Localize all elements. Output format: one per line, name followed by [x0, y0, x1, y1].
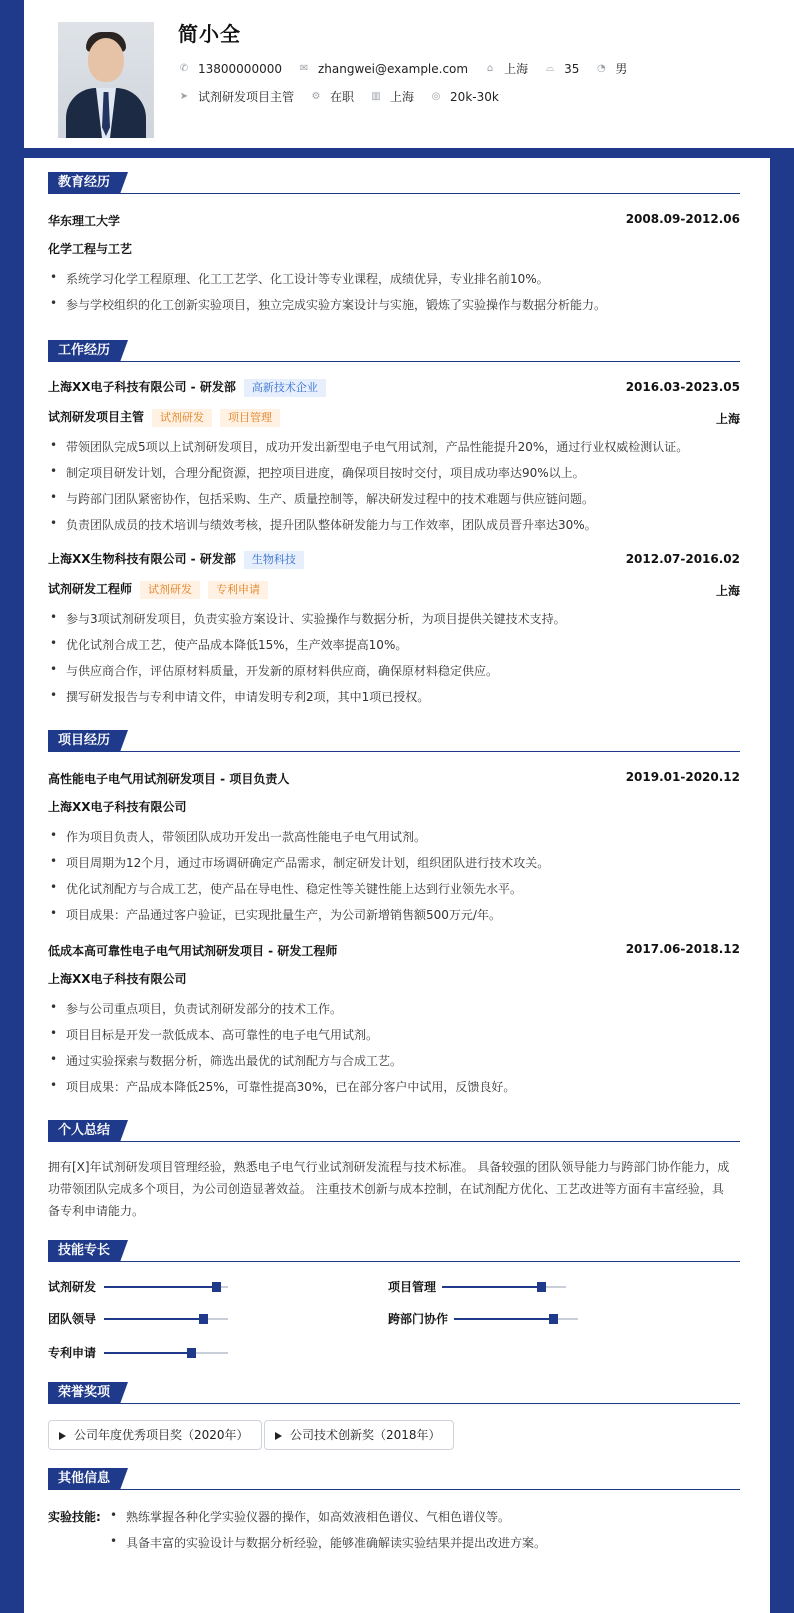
section-title: 项目经历 — [48, 730, 120, 752]
contact-row — [178, 60, 643, 77]
project-name: 高性能电子电气用试剂研发项目 - 项目负责人 — [48, 772, 290, 786]
skill-name: 专利申请 — [48, 1346, 97, 1360]
left-frame — [0, 0, 24, 160]
list-item: • 负责团队成员的技术培训与绩效考核，提升团队整体研发能力与工作效率，团队成员晋升率达30%。 — [48, 516, 740, 533]
list-item: • 参与学校组织的化工创新实验项目，独立完成实验方案设计与实施，锻炼了实验操作与数据分析能力。 — [48, 296, 740, 313]
company-name: 上海XX生物科技有限公司 - 研发部 — [48, 552, 236, 566]
gear-icon: ⚙ — [311, 90, 321, 102]
section-title: 其他信息 — [48, 1468, 120, 1490]
skill-name: 试剂研发 — [48, 1280, 97, 1294]
list-item: • 与跨部门团队紧密协作，包括采购、生产、质量控制等，解决研发过程中的技术难题与供应链问题。 — [48, 490, 740, 507]
list-item: • 项目成果：产品通过客户验证，已实现批量生产，为公司新增销售额500万元/年。 — [48, 906, 740, 923]
project-period: 2019.01-2020.12 — [625, 770, 740, 784]
status-item — [310, 88, 354, 105]
work-title-row — [48, 580, 740, 599]
gender-item — [595, 60, 627, 77]
company-tag: 生物科技 — [244, 551, 304, 569]
work-company-row — [48, 378, 740, 397]
age-text: 35 — [564, 61, 580, 76]
summary-line: 功带领团队完成多个项目，为公司创造显著效益。 注重技术创新与成本控制，在试剂配方优化、工艺改进等方面有丰富经验，具 — [48, 1182, 724, 1196]
list-item: • 优化试剂合成工艺，使产品成本降低15%，生产效率提高10%。 — [48, 636, 740, 653]
project-company: 上海XX电子科技有限公司 — [48, 972, 187, 986]
section-title: 技能专长 — [48, 1240, 120, 1262]
project-row — [48, 770, 740, 787]
section-title: 荣誉奖项 — [48, 1382, 120, 1404]
skill-bar — [442, 1286, 566, 1288]
project-company: 上海XX电子科技有限公司 — [48, 800, 187, 814]
coin-icon: ◎ — [431, 90, 441, 102]
award-text: 公司年度优秀项目奖（2020年） — [74, 1428, 249, 1442]
education-major: 化学工程与工艺 — [48, 242, 133, 256]
skill-level-marker — [199, 1314, 208, 1324]
list-item: • 优化试剂配方与合成工艺，使产品在导电性、稳定性等关键性能上达到行业领先水平。 — [48, 880, 740, 897]
job-city: 上海 — [715, 412, 740, 426]
projects-header — [48, 730, 740, 752]
email-item — [298, 62, 468, 76]
skill-name: 项目管理 — [388, 1280, 437, 1294]
award-text: 公司技术创新奖（2018年） — [290, 1428, 441, 1442]
skill-level-marker — [212, 1282, 221, 1292]
other-header — [48, 1468, 740, 1490]
list-item: • 通过实验探索与数据分析，筛选出最优的试剂配方与合成工艺。 — [48, 1052, 740, 1069]
summary-line: 备专利申请能力。 — [48, 1204, 145, 1218]
avatar — [58, 22, 154, 138]
send-icon: ➤ — [179, 90, 189, 102]
city-text: 上海 — [390, 90, 415, 104]
summary-line: 拥有[X]年试剂研发项目管理经验，熟悉电子电气行业试剂研发流程与技术标准。 具备较强的团队领导能力与跨部门协作能力，成 — [48, 1160, 730, 1174]
education-school-row — [48, 212, 740, 229]
skill-level-marker — [187, 1348, 196, 1358]
work-title-row — [48, 408, 740, 427]
company-tag: 高新技术企业 — [244, 379, 326, 397]
resume-body — [24, 158, 770, 1613]
gender-text: 男 — [615, 62, 628, 76]
building-icon: ▥ — [371, 90, 381, 102]
work-company-row — [48, 550, 740, 569]
skill-bar — [104, 1318, 228, 1320]
gender-icon: ◔ — [597, 62, 606, 74]
project-row — [48, 942, 740, 959]
location-item — [484, 60, 528, 77]
phone-icon: ✆ — [179, 62, 189, 74]
list-item: • 作为项目负责人，带领团队成功开发出一款高性能电子电气用试剂。 — [48, 828, 740, 845]
honors-header — [48, 1382, 740, 1404]
job-city: 上海 — [715, 584, 740, 598]
triangle-right-icon — [59, 1432, 66, 1440]
candidate-name: 简小全 — [178, 22, 241, 46]
mail-icon: ✉ — [299, 62, 309, 74]
intention-row — [178, 88, 515, 105]
skill-bar — [104, 1352, 228, 1354]
project-period: 2017.06-2018.12 — [625, 942, 740, 956]
email-text: zhangwei@example.com — [317, 61, 469, 76]
location-text: 上海 — [504, 62, 529, 76]
company-name: 上海XX电子科技有限公司 - 研发部 — [48, 380, 236, 394]
triangle-right-icon — [275, 1432, 282, 1440]
position-item — [178, 88, 294, 105]
job-title: 试剂研发项目主管 — [48, 410, 145, 424]
list-item: • 项目周期为12个月，通过市场调研确定产品需求，制定研发计划，组织团队进行技术攻关。 — [48, 854, 740, 871]
education-period: 2008.09-2012.06 — [625, 212, 740, 226]
job-tag: 试剂研发 — [152, 409, 212, 427]
list-item: • 与供应商合作，评估原材料质量，开发新的原材料供应商，确保原材料稳定供应。 — [48, 662, 740, 679]
list-item: • 参与公司重点项目，负责试剂研发部分的技术工作。 — [48, 1000, 740, 1017]
work-period: 2012.07-2016.02 — [625, 552, 740, 566]
list-item: • 制定项目研发计划，合理分配资源，把控项目进度，确保项目按时交付，项目成功率达90%以上。 — [48, 464, 740, 481]
project-name: 低成本高可靠性电子电气用试剂研发项目 - 研发工程师 — [48, 944, 338, 958]
phone-text: 13800000000 — [198, 61, 282, 76]
skill-bar — [104, 1286, 228, 1288]
job-tag: 专利申请 — [208, 581, 268, 599]
list-item: • 项目成果：产品成本降低25%，可靠性提高30%，已在部分客户中试用，反馈良好。 — [48, 1078, 740, 1095]
city-item — [370, 88, 414, 105]
work-header — [48, 340, 740, 362]
skills-header — [48, 1240, 740, 1262]
section-title: 工作经历 — [48, 340, 120, 362]
award-item — [48, 1420, 262, 1450]
skill-level-marker — [537, 1282, 546, 1292]
skill-level-marker — [549, 1314, 558, 1324]
list-item: • 项目目标是开发一款低成本、高可靠性的电子电气用试剂。 — [48, 1026, 740, 1043]
list-item: • 带领团队完成5项以上试剂研发项目，成功开发出新型电子电气用试剂，产品性能提升20%，通过行业权威检测认证。 — [48, 438, 740, 455]
home-icon: ⌂ — [486, 62, 494, 74]
section-title: 教育经历 — [48, 172, 120, 194]
salary-text: 20k-30k — [450, 89, 499, 104]
section-title: 个人总结 — [48, 1120, 120, 1142]
job-tag: 试剂研发 — [140, 581, 200, 599]
phone-item — [178, 62, 282, 76]
age-item — [544, 62, 579, 76]
position-text: 试剂研发项目主管 — [198, 90, 295, 104]
list-item: • 撰写研发报告与专利申请文件，申请发明专利2项，其中1项已授权。 — [48, 688, 740, 705]
list-item: • 系统学习化学工程原理、化工工艺学、化工设计等专业课程，成绩优异，专业排名前10%。 — [48, 270, 740, 287]
summary-text — [48, 1156, 740, 1222]
list-item: • 熟练掌握各种化学实验仪器的操作，如高效液相色谱仪、气相色谱仪等。 — [108, 1508, 740, 1525]
cake-icon: ⌓ — [546, 62, 555, 74]
education-header — [48, 172, 740, 194]
list-item: • 具备丰富的实验设计与数据分析经验，能够准确解读实验结果并提出改进方案。 — [108, 1534, 740, 1551]
skill-name: 跨部门协作 — [388, 1312, 449, 1326]
skill-name: 团队领导 — [48, 1312, 97, 1326]
job-title: 试剂研发工程师 — [48, 582, 133, 596]
salary-item — [430, 90, 499, 104]
work-period: 2016.03-2023.05 — [625, 380, 740, 394]
skill-bar — [454, 1318, 578, 1320]
job-tag: 项目管理 — [220, 409, 280, 427]
summary-header — [48, 1120, 740, 1142]
status-text: 在职 — [330, 90, 355, 104]
school-name: 华东理工大学 — [48, 214, 121, 228]
award-item — [264, 1420, 454, 1450]
list-item: • 参与3项试剂研发项目，负责实验方案设计、实验操作与数据分析，为项目提供关键技术支持。 — [48, 610, 740, 627]
other-label: 实验技能: — [48, 1510, 101, 1524]
